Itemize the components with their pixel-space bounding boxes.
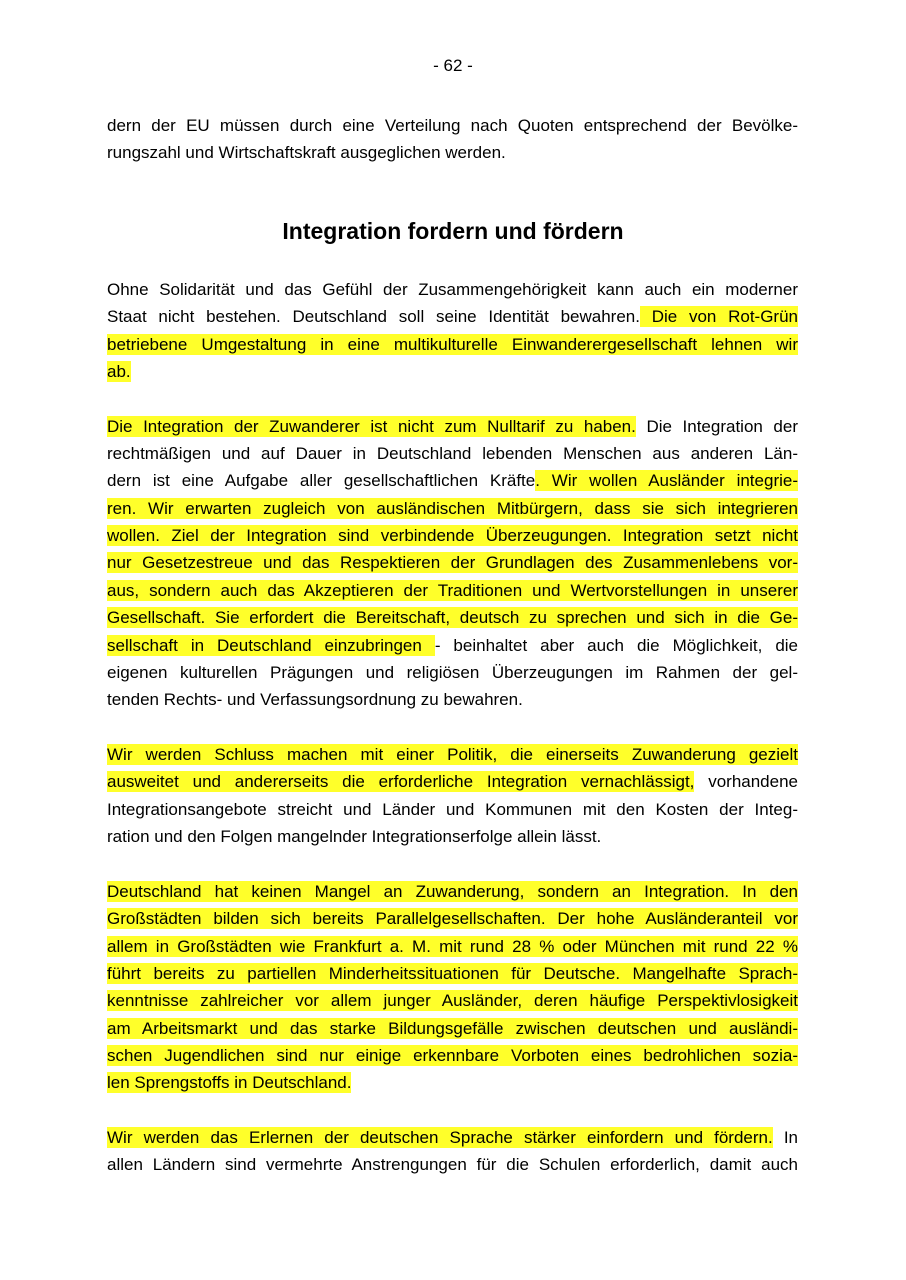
text-segment: - beinhaltet aber auch die Möglichkeit, die (434, 636, 799, 655)
paragraph-2-line-4 (107, 499, 798, 519)
paragraph-5-line-1 (107, 1128, 798, 1148)
paragraph-0-line-2: rungszahl und Wirtschaftskraft ausgeglichen werden. (107, 143, 506, 162)
highlighted-text: Wir werden Schluss machen mit einer Politik, die einerseits Zuwanderung gezielt (107, 745, 798, 764)
paragraph-4-line-6 (107, 1019, 798, 1039)
highlighted-text: am Arbeitsmarkt und das starke Bildungsgefälle zwischen deutschen und ausländi- (107, 1019, 798, 1038)
text-segment: In (772, 1128, 798, 1147)
highlighted-text: ren. Wir erwarten zugleich von ausländischen Mitbürgern, dass sie sich integrieren (107, 499, 798, 518)
highlighted-text: ab. (107, 362, 131, 381)
highlighted-text: Die Integration der Zuwanderer ist nicht zum Nulltarif zu haben. (107, 417, 636, 436)
paragraph-2-line-8 (107, 608, 798, 628)
paragraph-2-line-5 (107, 526, 798, 546)
paragraph-2-line-2: rechtmäßigen und auf Dauer in Deutschland lebenden Menschen aus anderen Län- (107, 444, 798, 463)
paragraph-0-line-1: dern der EU müssen durch eine Verteilung nach Quoten entsprechend der Bevölke- (107, 116, 798, 135)
paragraph-2-line-3 (107, 471, 798, 491)
highlighted-text: nur Gesetzestreue und das Respektieren der Grundlagen des Zusammenlebens vor- (107, 553, 798, 572)
text-segment: Staat nicht bestehen. Deutschland soll seine Identität bewahren. (107, 307, 640, 326)
paragraph-1-line-1: Ohne Solidarität und das Gefühl der Zusammengehörigkeit kann auch ein moderner (107, 280, 798, 299)
paragraph-2-line-11: tenden Rechts- und Verfassungsordnung zu bewahren. (107, 690, 523, 709)
highlighted-text: Großstädten bilden sich bereits Parallelgesellschaften. Der hohe Ausländeranteil vor (107, 909, 798, 928)
paragraph-3-line-4: ration und den Folgen mangelnder Integrationserfolge allein lässt. (107, 827, 602, 846)
highlighted-text: len Sprengstoffs in Deutschland. (107, 1073, 352, 1092)
paragraph-3-line-2 (107, 772, 798, 792)
text-segment: Die Integration der (635, 417, 799, 436)
highlighted-text: wollen. Ziel der Integration sind verbindende Überzeugungen. Integration setzt nicht (107, 526, 798, 545)
paragraph-2-line-1 (107, 417, 798, 437)
highlighted-text: Deutschland hat keinen Mangel an Zuwanderung, sondern an Integration. In den (107, 882, 798, 901)
page-number: - 62 - (433, 56, 473, 75)
paragraph-3-line-3: Integrationsangebote streicht und Länder und Kommunen mit den Kosten der Integ- (107, 800, 798, 819)
paragraph-4-line-7 (107, 1046, 798, 1066)
paragraph-1-line-3 (107, 335, 798, 355)
paragraph-1-line-4 (107, 362, 798, 382)
highlighted-text: schen Jugendlichen sind nur einige erkennbare Vorboten eines bedrohlichen sozia- (107, 1046, 798, 1065)
paragraph-2-line-9 (107, 636, 798, 656)
highlighted-text: sellschaft in Deutschland einzubringen (107, 636, 435, 655)
paragraph-5-line-2: allen Ländern sind vermehrte Anstrengungen für die Schulen erforderlich, damit auch (107, 1155, 798, 1174)
highlighted-text: Die von Rot-Grün (639, 307, 799, 326)
highlighted-text: führt bereits zu partiellen Minderheitssituationen für Deutsche. Mangelhafte Sprach- (107, 964, 798, 983)
paragraph-4-line-4 (107, 964, 798, 984)
highlighted-text: betriebene Umgestaltung in eine multikulturelle Einwanderergesellschaft lehnen wir (107, 335, 798, 354)
highlighted-text: Gesellschaft. Sie erfordert die Bereitschaft, deutsch zu sprechen und sich in die Ge- (107, 608, 798, 627)
paragraph-3-line-1 (107, 745, 798, 765)
paragraph-4-line-8 (107, 1073, 798, 1093)
section-heading: Integration fordern und fördern (282, 218, 624, 244)
paragraph-2-line-7 (107, 581, 798, 601)
highlighted-text: . Wir wollen Ausländer integrie- (535, 471, 798, 490)
paragraph-4-line-3 (107, 937, 798, 957)
paragraph-4-line-1 (107, 882, 798, 902)
paragraph-1-line-2 (107, 307, 798, 327)
paragraph-2-line-10: eigenen kulturellen Prägungen und religiösen Überzeugungen im Rahmen der gel- (107, 663, 798, 682)
paragraph-4-line-2 (107, 909, 798, 929)
paragraph-4-line-5 (107, 991, 798, 1011)
highlighted-text: aus, sondern auch das Akzeptieren der Traditionen und Wertvorstellungen in unserer (107, 581, 798, 600)
highlighted-text: Wir werden das Erlernen der deutschen Sprache stärker einfordern und fördern. (107, 1128, 773, 1147)
text-segment: vorhandene (694, 772, 798, 791)
paragraph-2-line-6 (107, 553, 798, 573)
highlighted-text: ausweitet und andererseits die erforderliche Integration vernachlässigt, (107, 772, 695, 791)
highlighted-text: kenntnisse zahlreicher vor allem junger Ausländer, deren häufige Perspektivlosigkeit (107, 991, 798, 1010)
text-segment: dern ist eine Aufgabe aller gesellschaftlichen Kräfte (107, 471, 536, 490)
highlighted-text: allem in Großstädten wie Frankfurt a. M. mit rund 28 % oder München mit rund 22 % (107, 937, 798, 956)
